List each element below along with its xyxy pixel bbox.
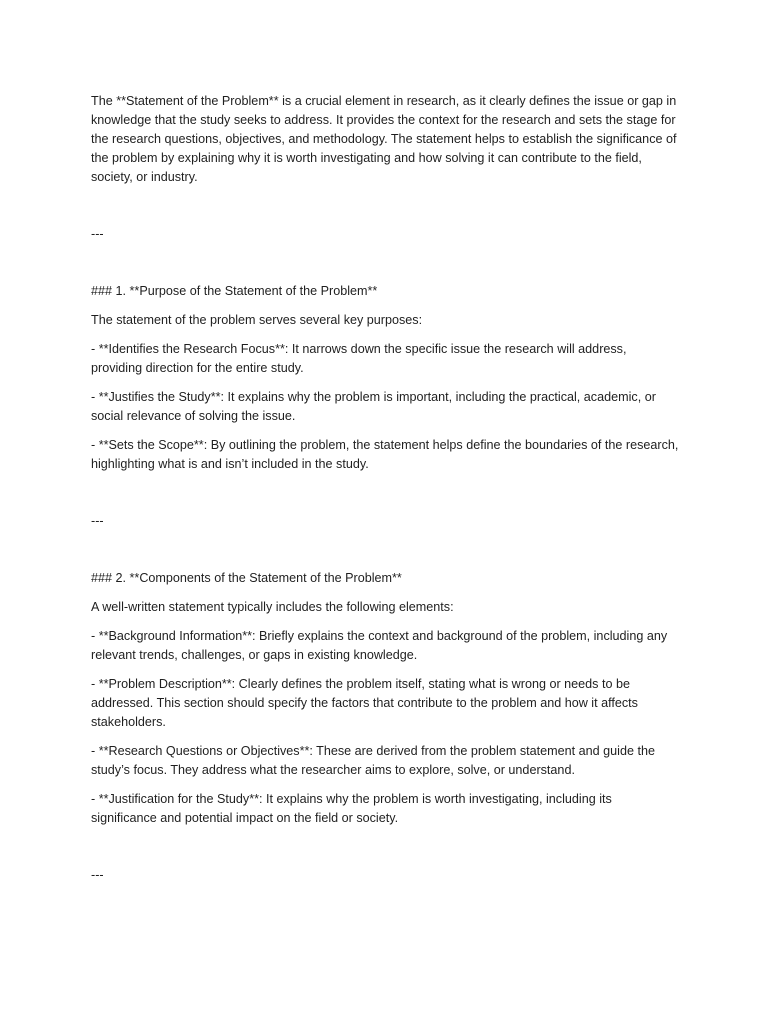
list-item: - **Identifies the Research Focus**: It narrows down the specific issue the research will address, providing direction for the entire study.	[91, 342, 627, 375]
section-2-heading: ### 2. **Components of the Statement of the Problem**	[91, 571, 402, 585]
list-item: - **Justification for the Study**: It explains why the problem is worth investigating, including its significance and potential impact on the field or society.	[91, 792, 612, 825]
list-item: - **Problem Description**: Clearly defines the problem itself, stating what is wrong or needs to be addressed. This section should specify the factors that contribute to the problem and how it affects stakeholders.	[91, 677, 638, 729]
list-item: - **Background Information**: Briefly explains the context and background of the problem, including any relevant trends, challenges, or gaps in existing knowledge.	[91, 629, 668, 662]
list-item: - **Research Questions or Objectives**: These are derived from the problem statement and guide the study’s focus. They address what the researcher aims to explore, solve, or understand.	[91, 744, 655, 777]
document-body	[91, 92, 681, 923]
section-1-heading: ### 1. **Purpose of the Statement of the Problem**	[91, 284, 378, 298]
separator: ---	[91, 514, 104, 528]
separator: ---	[91, 227, 104, 241]
separator: ---	[91, 868, 104, 882]
intro-paragraph: The **Statement of the Problem** is a crucial element in research, as it clearly defines the issue or gap in knowledge that the study seeks to address. It provides the context for the research and sets the stage for the research questions, objectives, and methodology. The statement helps to establish the significance of the problem by explaining why it is worth investigating and how solving it can contribute to the field, society, or industry.	[91, 94, 677, 184]
list-item: - **Sets the Scope**: By outlining the problem, the statement helps define the boundaries of the research, highlighting what is and isn’t included in the study.	[91, 438, 679, 471]
section-1-lead: The statement of the problem serves several key purposes:	[91, 313, 423, 327]
list-item: - **Justifies the Study**: It explains why the problem is important, including the practical, academic, or social relevance of solving the issue.	[91, 390, 656, 423]
section-2-lead: A well-written statement typically includes the following elements:	[91, 600, 454, 614]
